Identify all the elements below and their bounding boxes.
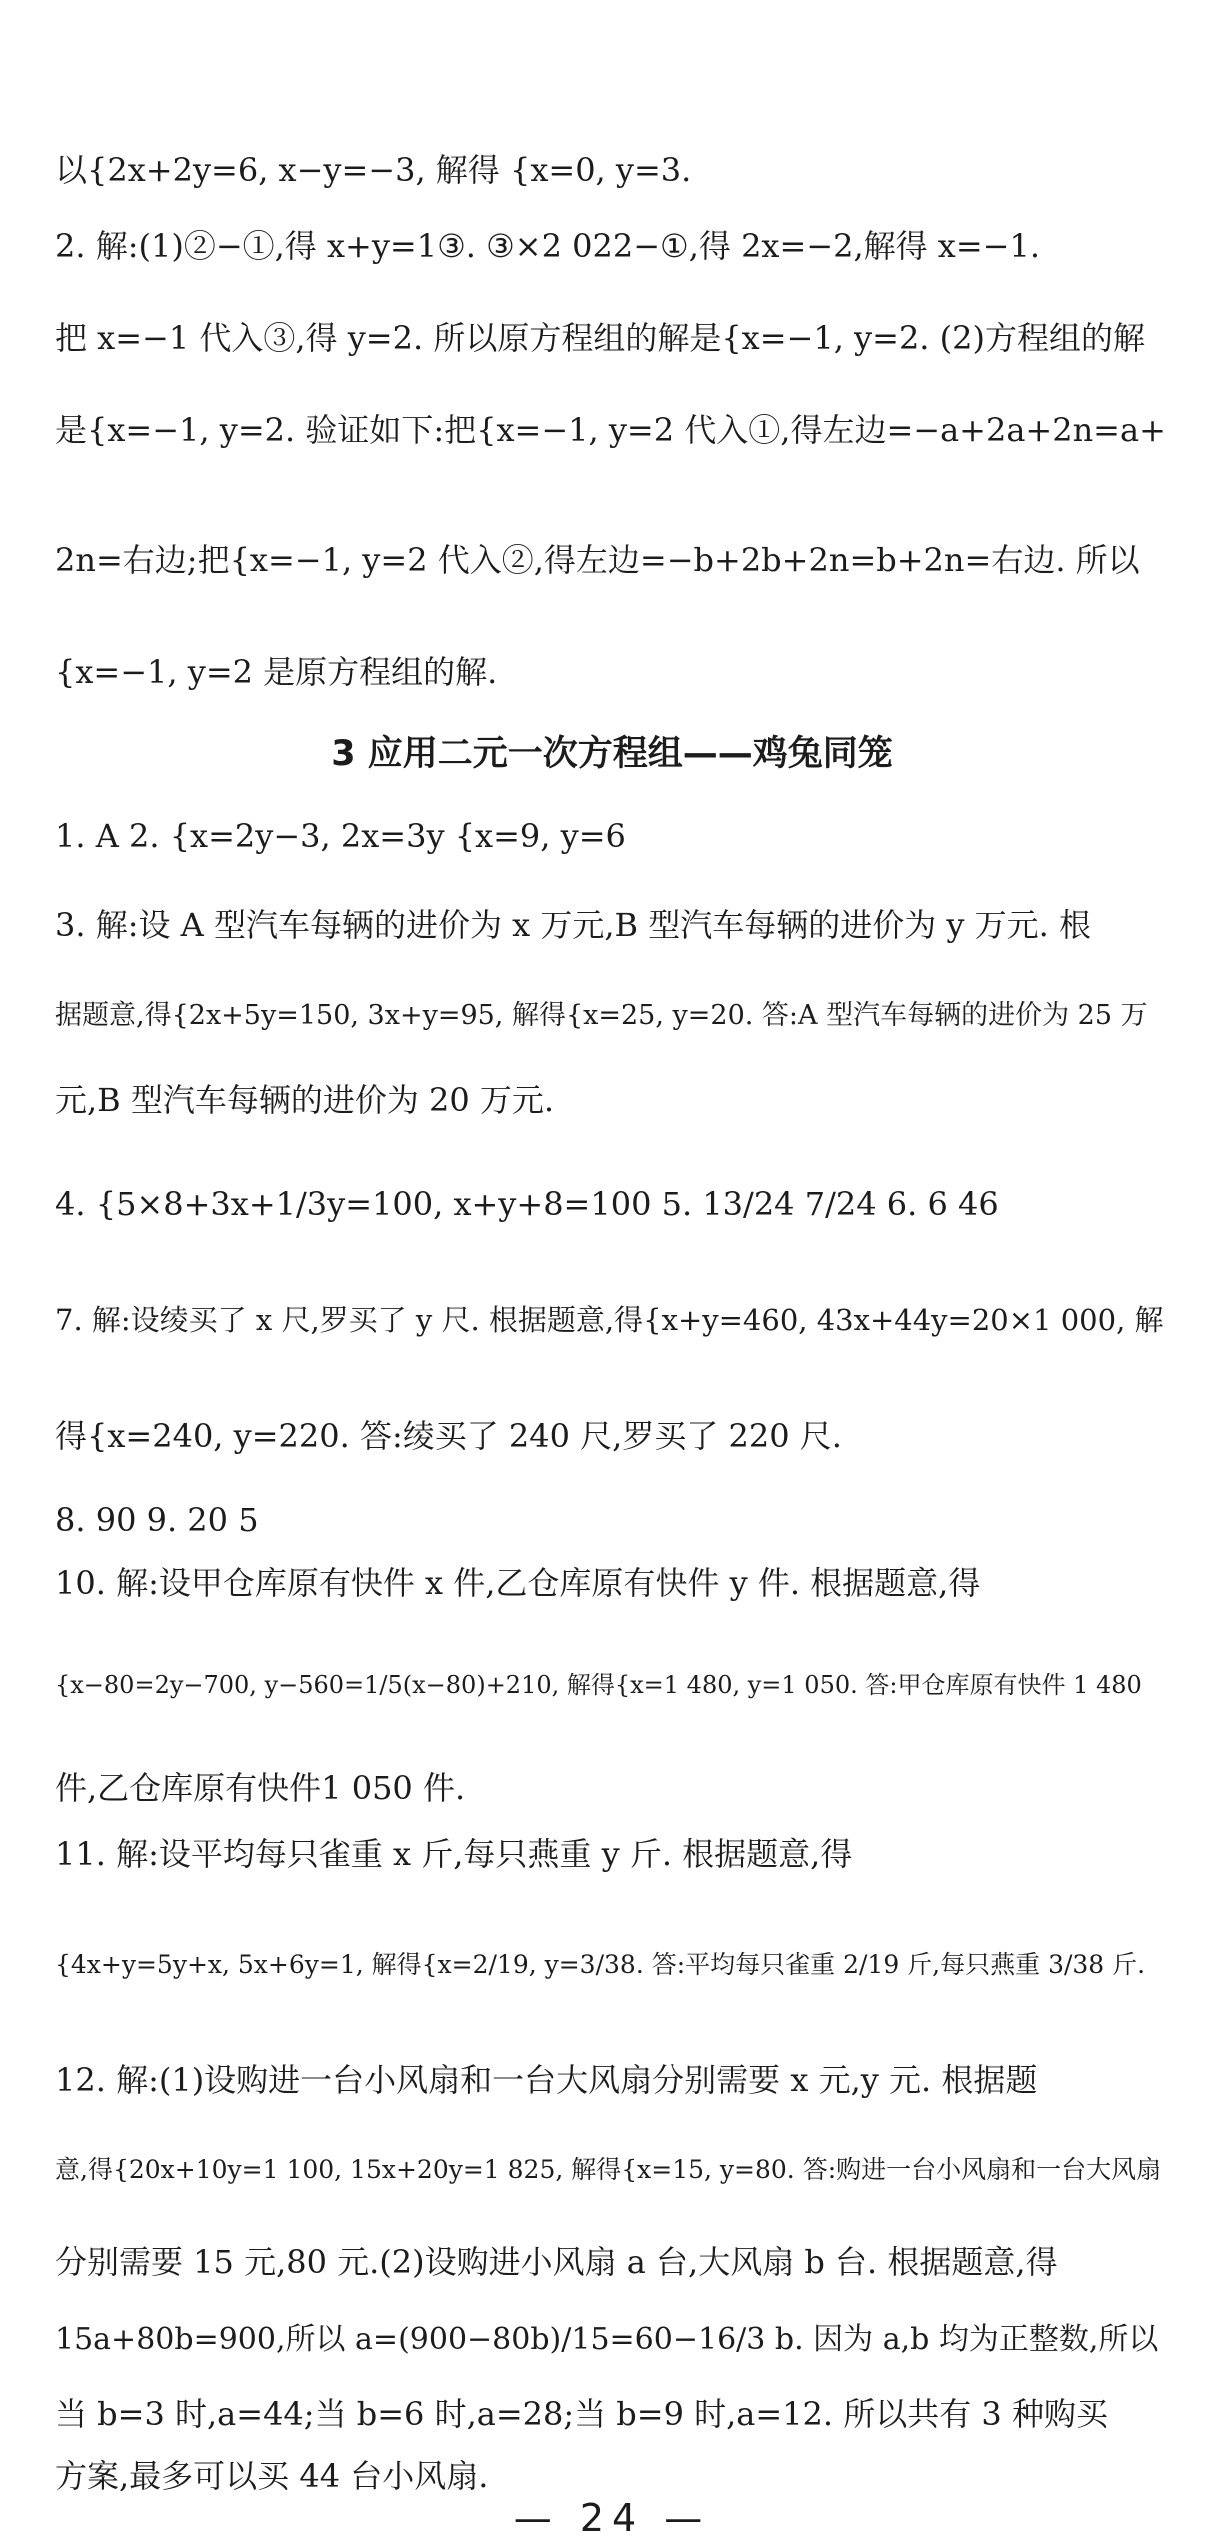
text-line: 11. 解:设平均每只雀重 x 斤,每只燕重 y 斤. 根据题意,得: [55, 1835, 853, 1873]
text-line: 当 b=3 时,a=44;当 b=6 时,a=28;当 b=9 时,a=12. 所以共有 3 种购买: [55, 2395, 1108, 2433]
text-line: 得{x=240, y=220. 答:绫买了 240 尺,罗买了 220 尺.: [55, 1417, 842, 1455]
text-line: 元,B 型汽车每辆的进价为 20 万元.: [55, 1081, 555, 1119]
section-title: 3 应用二元一次方程组——鸡兔同笼: [331, 734, 893, 774]
text-line: 10. 解:设甲仓库原有快件 x 件,乙仓库原有快件 y 件. 根据题意,得: [55, 1564, 981, 1602]
text-line: 15a+80b=900,所以 a=(900−80b)/15=60−16/3 b. 因为 a,b 均为正整数,所以: [55, 2322, 1159, 2357]
text-line: {4x+y=5y+x, 5x+6y=1, 解得{x=2/19, y=3/38. 答:平均每只雀重 2/19 斤,每只燕重 3/38 斤.: [55, 1950, 1146, 1979]
text-line: 7. 解:设绫买了 x 尺,罗买了 y 尺. 根据题意,得{x+y=460, 43x+44y=20×1 000, 解: [55, 1303, 1164, 1337]
text-line: 1. A 2. {x=2y−3, 2x=3y {x=9, y=6: [55, 817, 626, 855]
text-line: 是{x=−1, y=2. 验证如下:把{x=−1, y=2 代入①,得左边=−a+2a+2n=a+: [55, 411, 1166, 449]
text-line: 件,乙仓库原有快件1 050 件.: [55, 1769, 466, 1807]
text-line: 以{2x+2y=6, x−y=−3, 解得 {x=0, y=3.: [55, 151, 692, 189]
text-line: 8. 90 9. 20 5: [55, 1501, 259, 1539]
text-line: 2n=右边;把{x=−1, y=2 代入②,得左边=−b+2b+2n=b+2n=右边. 所以: [55, 541, 1140, 579]
text-line: 方案,最多可以买 44 台小风扇.: [55, 2457, 489, 2495]
text-line: 据题意,得{2x+5y=150, 3x+y=95, 解得{x=25, y=20. 答:A 型汽车每辆的进价为 25 万: [55, 1000, 1148, 1031]
text-line: 意,得{20x+10y=1 100, 15x+20y=1 825, 解得{x=15, y=80. 答:购进一台小风扇和一台大风扇: [55, 2155, 1162, 2184]
text-line: 12. 解:(1)设购进一台小风扇和一台大风扇分别需要 x 元,y 元. 根据题: [55, 2061, 1038, 2099]
text-line: 2. 解:(1)②−①,得 x+y=1③. ③×2 022−①,得 2x=−2,解得 x=−1.: [55, 227, 1041, 265]
text-line: {x=−1, y=2 是原方程组的解.: [55, 653, 498, 691]
text-line: 分别需要 15 元,80 元.(2)设购进小风扇 a 台,大风扇 b 台. 根据题意,得: [55, 2243, 1058, 2281]
text-line: {x−80=2y−700, y−560=1/5(x−80)+210, 解得{x=1 480, y=1 050. 答:甲仓库原有快件 1 480: [55, 1671, 1142, 1699]
text-line: 把 x=−1 代入③,得 y=2. 所以原方程组的解是{x=−1, y=2. (2)方程组的解: [55, 319, 1145, 357]
page-number: — 24 —: [513, 2496, 711, 2540]
text-line: 3. 解:设 A 型汽车每辆的进价为 x 万元,B 型汽车每辆的进价为 y 万元. 根: [55, 906, 1091, 944]
text-line: 4. {5×8+3x+1/3y=100, x+y+8=100 5. 13/24 7/24 6. 6 46: [55, 1185, 999, 1223]
